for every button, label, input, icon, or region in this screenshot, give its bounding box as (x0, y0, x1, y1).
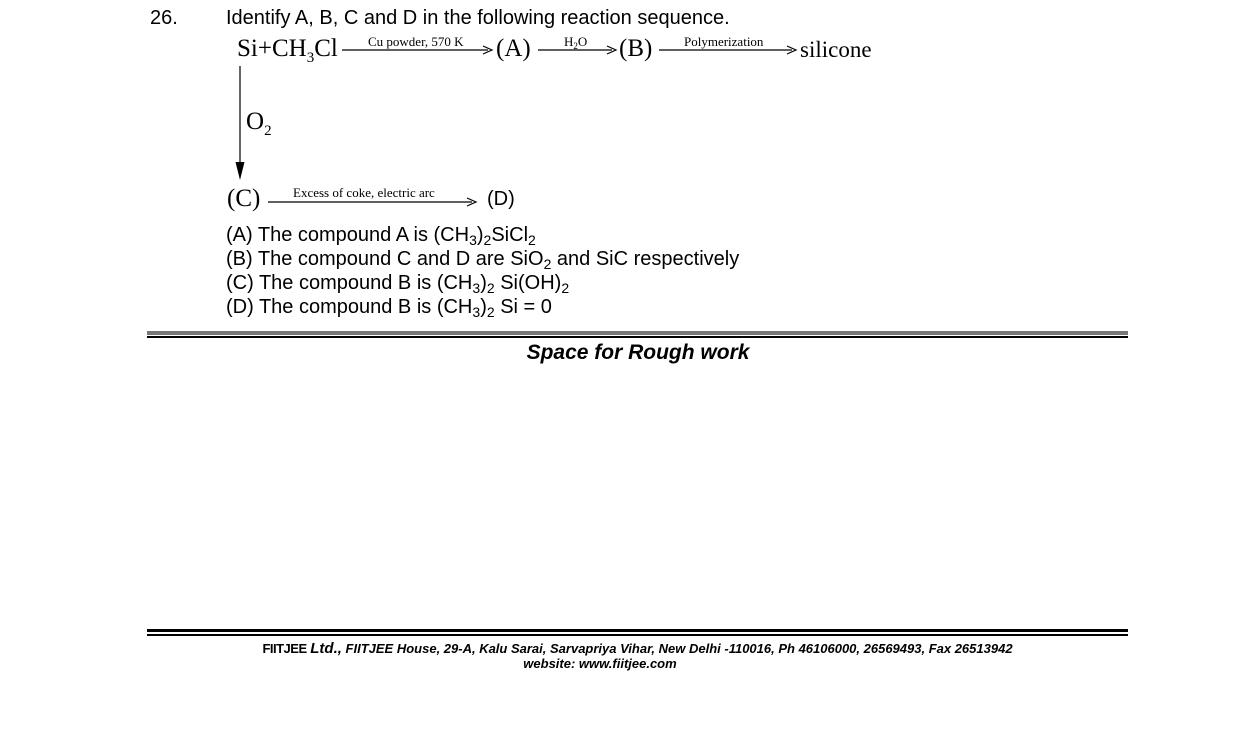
option-d-prefix: (D) The compound B is (CH (226, 296, 473, 318)
option-b (226, 248, 739, 271)
product-a: (A) (496, 35, 531, 62)
option-d-sub1: 3 (472, 304, 481, 320)
option-b-prefix: (B) The compound C and D are SiO (226, 248, 544, 270)
option-c-mid2: Si(OH) (494, 272, 562, 294)
product-d: (D) (487, 188, 515, 210)
product-b: (B) (619, 35, 653, 62)
arrow-down-head (236, 162, 245, 180)
step3-condition: Polymerization (684, 34, 764, 49)
footer-rule-top (147, 629, 1128, 632)
option-a (226, 224, 536, 247)
question-number: 26. (150, 7, 178, 29)
reactant-sub: 3 (306, 50, 315, 66)
question-text: Identify A, B, C and D in the following reaction sequence. (226, 7, 730, 29)
option-b-tail: and SiC respectively (551, 248, 740, 270)
option-a-prefix: (A) The compound A is (CH (226, 224, 470, 246)
option-d-tail: Si = 0 (494, 296, 552, 318)
option-c-mid: ) (480, 272, 487, 294)
option-c-prefix: (C) The compound B is (CH (226, 272, 473, 294)
option-a-mid: ) (476, 224, 484, 246)
option-a-mid2: SiCl (491, 224, 529, 246)
footer-rule-bottom (147, 634, 1128, 636)
down-sub: 2 (264, 123, 272, 139)
step2-o: O (577, 34, 588, 49)
footer-address-line (147, 640, 1128, 657)
option-d-mid: ) (480, 296, 487, 318)
down-o: O (246, 108, 265, 135)
step4-condition: Excess of coke, electric arc (293, 185, 435, 200)
step2-h: H (564, 34, 574, 49)
option-c-sub1: 3 (472, 280, 481, 296)
reactant-si: Si+CH (237, 35, 307, 62)
rough-work-heading: Space for Rough work (526, 341, 750, 364)
option-c-sub2: 2 (486, 280, 495, 296)
option-b-sub1: 2 (543, 256, 552, 272)
footer-brand: FIITJEE (262, 641, 307, 656)
step2-sub: 2 (573, 41, 578, 51)
option-c-sub3: 2 (561, 280, 570, 296)
option-a-sub1: 3 (469, 232, 477, 248)
step1-condition: Cu powder, 570 K (368, 34, 464, 49)
option-a-sub3: 2 (528, 232, 536, 248)
product-c: (C) (227, 185, 261, 212)
product-final: silicone (800, 37, 872, 62)
footer-ltd: Ltd., (310, 640, 342, 657)
separator-thick (147, 331, 1128, 335)
option-c (226, 272, 569, 295)
option-a-sub2: 2 (483, 232, 492, 248)
footer-address: FIITJEE House, 29-A, Kalu Sarai, Sarvapriya Vihar, New Delhi -110016, Ph 46106000, 26569493, Fax 26513942 (345, 641, 1013, 656)
option-d (226, 296, 552, 319)
reactant-cl: Cl (314, 35, 338, 62)
option-d-sub2: 2 (486, 304, 495, 320)
footer-website: website: www.fiitjee.com (523, 656, 677, 671)
separator-thin (147, 336, 1128, 338)
